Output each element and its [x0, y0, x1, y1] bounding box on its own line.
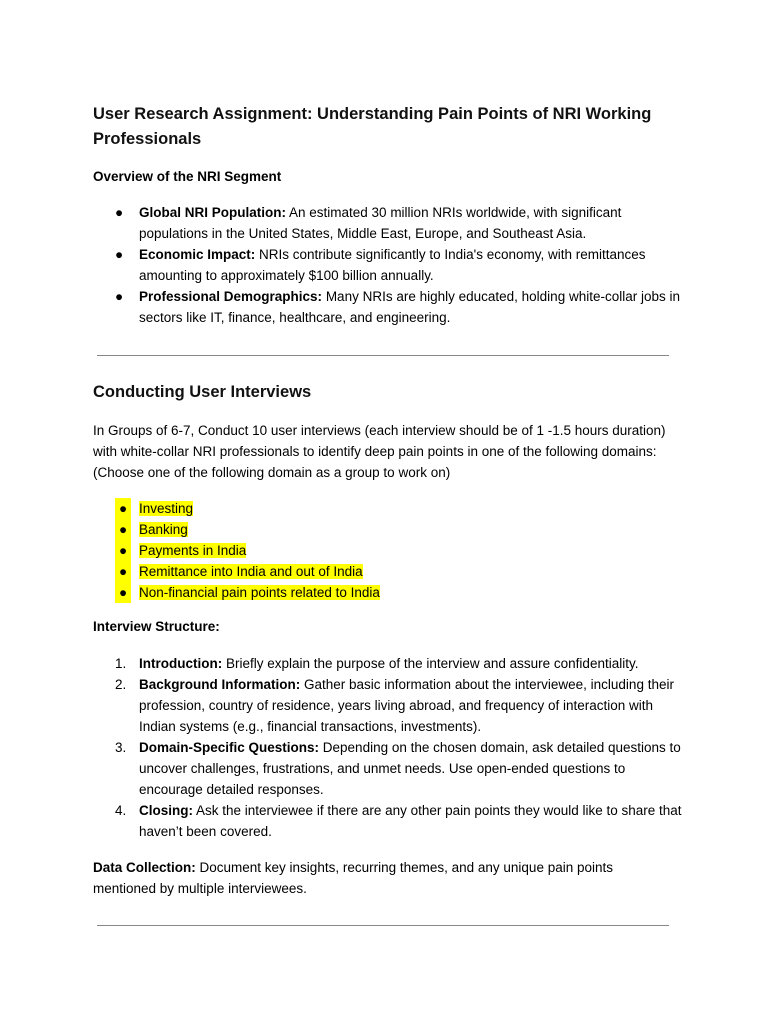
list-item [93, 244, 683, 286]
structure-list [93, 653, 683, 842]
item-text: Depending on the chosen domain, ask detailed questions to uncover challenges, frustrations, and unmet needs. Use open-ended questions to encourage detailed responses. [139, 740, 681, 797]
list-item [93, 286, 683, 328]
document-title: User Research Assignment: Understanding Pain Points of NRI Working Professionals [93, 105, 652, 148]
list-number: 2. [115, 677, 127, 692]
item-label: Introduction: [139, 656, 223, 671]
data-collection [93, 857, 673, 899]
overview-list [93, 202, 683, 328]
bullet-icon: ● [115, 498, 131, 519]
list-item [93, 674, 683, 737]
overview-heading: Overview of the NRI Segment [93, 169, 282, 184]
domain-item-investing [93, 498, 683, 519]
item-text: NRIs contribute significantly to India's economy, with remittances amounting to approximately $100 billion annually. [139, 247, 646, 283]
domain-list [93, 498, 683, 603]
domain-label: Investing [139, 501, 194, 516]
domain-label: Remittance into India and out of India [139, 564, 363, 579]
bullet-icon: ● [115, 519, 131, 540]
item-label: Professional Demographics: [139, 289, 323, 304]
domain-label: Payments in India [139, 543, 247, 558]
item-text: An estimated 30 million NRIs worldwide, with significant populations in the United States, Middle East, Europe, and Southeast Asia. [139, 205, 622, 241]
domain-label: Banking [139, 522, 188, 537]
section-divider [97, 355, 669, 356]
item-text: Gather basic information about the interviewee, including their profession, country of residence, years living abroad, and frequency of interaction with Indian systems (e.g., financial transactions, investments). [139, 677, 674, 734]
domain-label: Non-financial pain points related to India [139, 585, 380, 600]
domain-item-non-financial [93, 582, 683, 603]
item-label: Global NRI Population: [139, 205, 286, 220]
bullet-icon: ● [115, 289, 124, 304]
bullet-icon: ● [115, 247, 124, 262]
structure-heading: Interview Structure: [93, 619, 220, 634]
section-divider [97, 925, 669, 926]
list-item [93, 800, 683, 842]
domain-item-remittance [93, 561, 683, 582]
list-item [93, 202, 683, 244]
data-collection-text: Document key insights, recurring themes, and any unique pain points mentioned by multiple interviewees. [93, 860, 613, 896]
domain-item-banking [93, 519, 683, 540]
list-item [93, 737, 683, 800]
bullet-icon: ● [115, 561, 131, 582]
item-label: Background Information: [139, 677, 301, 692]
item-label: Domain-Specific Questions: [139, 740, 320, 755]
bullet-icon: ● [115, 582, 131, 603]
interviews-heading: Conducting User Interviews [93, 383, 312, 401]
data-collection-label: Data Collection: [93, 860, 196, 875]
bullet-icon: ● [115, 540, 131, 561]
interviews-intro: In Groups of 6-7, Conduct 10 user interviews (each interview should be of 1 -1.5 hours duration) with white-collar NRI professionals to identify deep pain points in one of the following domains: (Choose one of the following domain as a group to work on) [93, 423, 666, 480]
item-label: Closing: [139, 803, 193, 818]
domain-item-payments [93, 540, 683, 561]
list-number: 4. [115, 803, 127, 818]
item-text: Briefly explain the purpose of the interview and assure confidentiality. [222, 656, 639, 671]
list-item [93, 653, 683, 674]
list-number: 3. [115, 740, 127, 755]
item-text: Many NRIs are highly educated, holding white-collar jobs in sectors like IT, finance, healthcare, and engineering. [139, 289, 680, 325]
item-text: Ask the interviewee if there are any other pain points they would like to share that haven’t been covered. [139, 803, 682, 839]
list-number: 1. [115, 656, 127, 671]
bullet-icon: ● [115, 205, 124, 220]
item-label: Economic Impact: [139, 247, 256, 262]
